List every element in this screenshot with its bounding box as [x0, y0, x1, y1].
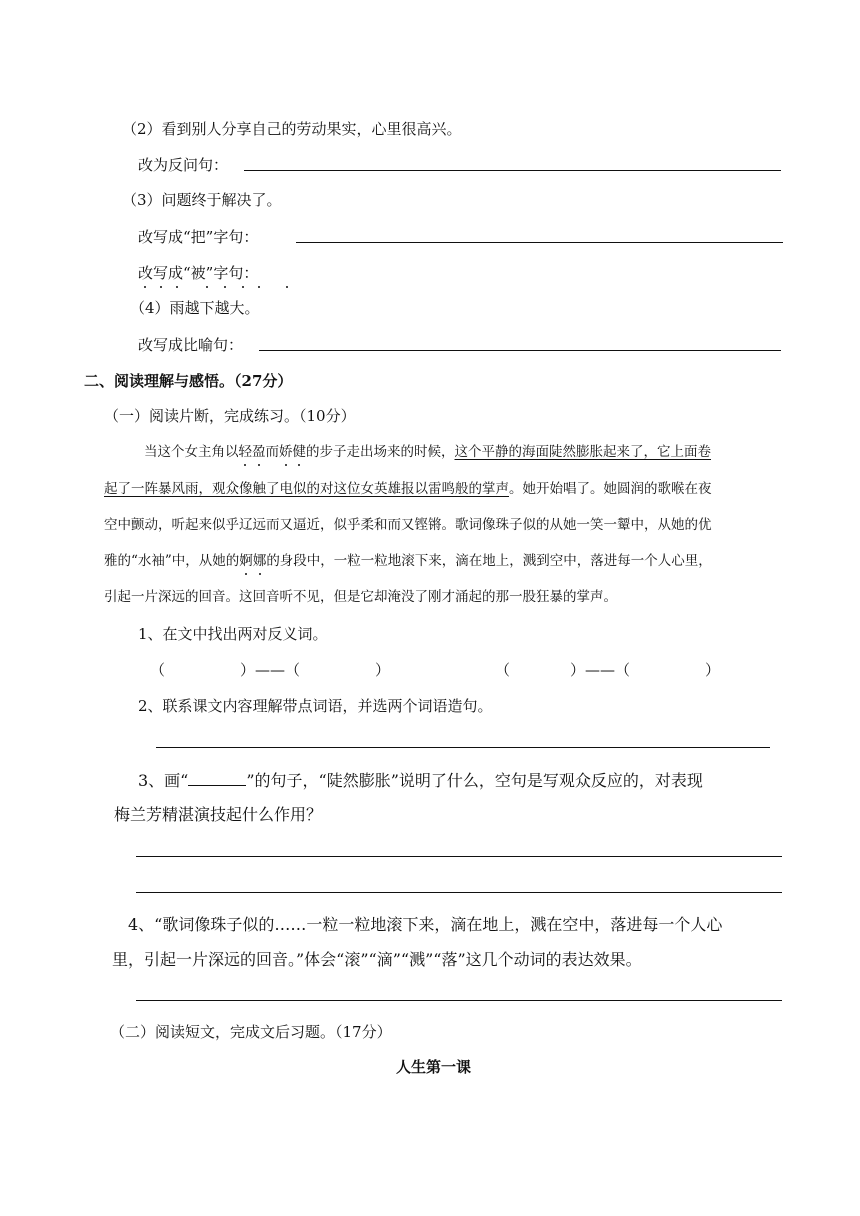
dotted-char: 婀 — [239, 553, 253, 569]
section2-heading: 二、阅读理解与感悟。（27分） — [84, 372, 293, 390]
passage-line-2 — [104, 480, 712, 498]
article-title: 人生第一课 — [396, 1058, 472, 1076]
exercise-4-line-2: 里，引起一片深远的回音。”体会“滚”“滴”“溅”“落”这几个动词的表达效果。 — [112, 950, 642, 969]
exercise-4-answer-line[interactable] — [136, 1000, 782, 1001]
passage-text: 。她开始唱了。她圆润的歌喉在夜 — [509, 481, 712, 497]
dotted-char: 娜 — [252, 553, 267, 569]
exercise-1-pairs[interactable]: （ ）——（ ） （ ）——（ ） — [150, 661, 721, 679]
dotted-char: 轻 — [238, 444, 252, 460]
exercise-4-line-1: 4、“歌词像珠子似的……一粒一粒地滚下来，滴在地上，溅在空中，落进每一个人心 — [128, 915, 723, 934]
exercise-2-answer-line[interactable] — [156, 747, 770, 748]
q2-prompt: （2）看到别人分享自己的劳动果实，心里很高兴。 — [122, 120, 462, 138]
q4-simile-label: 改写成比喻句： — [138, 336, 244, 354]
passage-line-3: 空中颤动，听起来似乎辽远而又逼近，似乎柔和而又铿锵。歌词像珠子似的从她一笑一颦中，从她的优 — [104, 517, 712, 533]
part2-heading: （二）阅读短文，完成文后习题。（17分） — [110, 1023, 392, 1041]
passage-text: 而 — [265, 444, 279, 460]
passage-text: 当这个女主角以 — [144, 444, 239, 460]
passage-line-5: 引起一片深远的回音。这回音听不见，但是它却淹没了刚才涌起的那一股狂暴的掌声。 — [104, 589, 617, 605]
underlined-sentence: 这个平静的海面陡然膨胀起来了，它上面卷 — [454, 444, 711, 460]
q3-ba-answer-line[interactable] — [296, 242, 783, 243]
q3-ba-label: 改写成“把”字句： — [138, 228, 259, 246]
underline-sample — [188, 771, 246, 786]
exercise-3-text: 3、画“ — [138, 771, 189, 790]
q3-bei-dot-row — [142, 286, 302, 290]
exercise-3-line-1 — [138, 771, 703, 790]
q3-prompt: （3）问题终于解决了。 — [122, 191, 282, 209]
passage-line-4 — [104, 552, 712, 570]
q4-prompt: （4）雨越下越大。 — [130, 299, 260, 317]
passage-text: 的身段中，一粒一粒地滚下来，滴在地上，溅到空中，落进每一个人心里， — [266, 553, 712, 569]
dotted-char: 娇 — [279, 444, 293, 460]
q4-answer-line[interactable] — [259, 350, 781, 351]
passage-line-1 — [144, 443, 711, 461]
exercise-3-text: ”的句子，“陡然膨胀”说明了什么，空句是写观众反应的，对表现 — [246, 771, 703, 790]
exercise-3-line-2: 梅兰芳精湛演技起什么作用？ — [114, 805, 323, 824]
dotted-char: 健 — [292, 444, 306, 460]
part1-heading: （一）阅读片断，完成练习。（10分） — [104, 407, 356, 425]
q2-rhetorical-label: 改为反问句： — [138, 156, 229, 174]
exercise-3-answer-line-1[interactable] — [136, 856, 782, 857]
exercise-3-answer-line-2[interactable] — [136, 892, 782, 893]
passage-text: 的步子走出场来的时候， — [306, 444, 455, 460]
passage-text: 雅的“水袖”中，从她的 — [104, 553, 240, 569]
dotted-char: 盈 — [252, 444, 266, 460]
underlined-sentence: 起了一阵暴风雨，观众像触了电似的对这位女英雄报以雷鸣般的掌声 — [104, 481, 509, 497]
q3-bei-label-text: 改写成“被”字句： — [138, 264, 259, 282]
exercise-2: 2、联系课文内容理解带点词语，并选两个词语造句。 — [138, 697, 493, 715]
q3-bei-label — [138, 264, 258, 282]
q2-answer-line[interactable] — [244, 170, 781, 171]
exercise-1: 1、在文中找出两对反义词。 — [138, 625, 328, 643]
